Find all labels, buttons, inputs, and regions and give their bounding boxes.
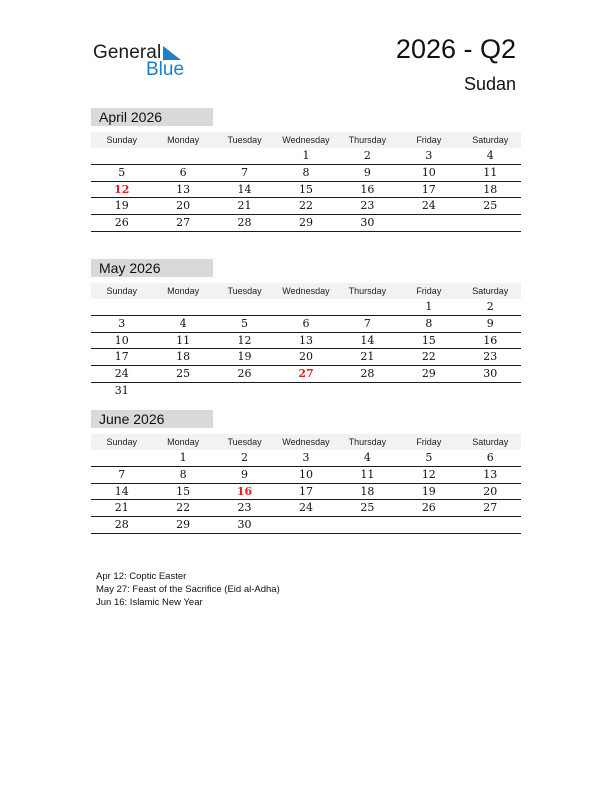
empty-day-cell bbox=[398, 383, 459, 400]
logo-word-blue: Blue bbox=[146, 59, 185, 80]
day-cell: 26 bbox=[237, 367, 252, 381]
day-cell: 21 bbox=[237, 199, 252, 213]
day-cell: 29 bbox=[298, 216, 313, 230]
day-cell: 20 bbox=[176, 199, 191, 213]
weekday-header: Wednesday bbox=[282, 437, 330, 447]
weekday-header: Thursday bbox=[348, 135, 387, 145]
day-cell: 7 bbox=[241, 165, 249, 179]
day-cell: 15 bbox=[421, 333, 436, 347]
day-cell: 4 bbox=[486, 149, 494, 162]
weekday-header: Friday bbox=[416, 286, 442, 296]
weekday-header: Monday bbox=[167, 286, 200, 296]
day-cell: 17 bbox=[114, 350, 129, 364]
week-row bbox=[91, 333, 521, 350]
day-cell: 4 bbox=[363, 451, 371, 464]
day-cell: 30 bbox=[237, 518, 252, 532]
day-cell: 22 bbox=[176, 501, 191, 515]
day-cell: 28 bbox=[114, 518, 129, 532]
day-cell: 1 bbox=[179, 451, 187, 464]
day-cell: 2 bbox=[241, 451, 249, 464]
week-row bbox=[91, 366, 521, 383]
day-cell: 8 bbox=[302, 165, 310, 179]
week-row bbox=[91, 148, 521, 165]
day-cell: 25 bbox=[360, 501, 375, 515]
day-cell: 16 bbox=[483, 333, 498, 347]
weekday-header: Saturday bbox=[472, 135, 509, 145]
logo bbox=[93, 42, 185, 80]
country-name: Sudan bbox=[463, 74, 516, 94]
weekday-header: Wednesday bbox=[282, 286, 330, 296]
day-cell: 19 bbox=[237, 350, 252, 364]
day-cell: 23 bbox=[360, 199, 375, 213]
empty-day-cell bbox=[460, 215, 521, 231]
day-cell: 12 bbox=[114, 182, 130, 196]
day-cell: 27 bbox=[298, 367, 314, 381]
day-cell: 22 bbox=[421, 350, 436, 364]
day-cell: 5 bbox=[425, 451, 433, 464]
empty-day-cell bbox=[398, 517, 459, 533]
day-cell: 21 bbox=[360, 350, 375, 364]
weekday-header: Monday bbox=[167, 135, 200, 145]
day-cell: 22 bbox=[298, 199, 313, 213]
day-cell: 27 bbox=[483, 501, 498, 515]
day-cell: 3 bbox=[118, 316, 126, 330]
day-cell: 15 bbox=[298, 182, 313, 196]
empty-day-cell bbox=[275, 299, 336, 315]
day-cell: 6 bbox=[486, 451, 494, 464]
week-row bbox=[91, 299, 521, 316]
weekday-header: Saturday bbox=[472, 437, 509, 447]
weekday-header: Tuesday bbox=[227, 437, 262, 447]
week-row bbox=[91, 182, 521, 199]
empty-day-cell bbox=[214, 299, 275, 315]
weekday-header: Monday bbox=[167, 437, 200, 447]
empty-day-cell bbox=[460, 517, 521, 533]
day-cell: 11 bbox=[176, 333, 191, 347]
empty-day-cell bbox=[152, 148, 213, 164]
page-title: 2026 - Q2 bbox=[395, 34, 516, 64]
day-cell: 26 bbox=[114, 216, 129, 230]
weekday-header: Saturday bbox=[472, 286, 509, 296]
empty-day-cell bbox=[152, 299, 213, 315]
day-cell: 6 bbox=[302, 316, 310, 330]
empty-day-cell bbox=[214, 148, 275, 164]
day-cell: 2 bbox=[363, 149, 371, 162]
week-row bbox=[91, 500, 521, 517]
day-cell: 19 bbox=[421, 484, 436, 498]
day-cell: 20 bbox=[298, 350, 313, 364]
day-cell: 27 bbox=[176, 216, 191, 230]
weekday-header: Tuesday bbox=[227, 286, 262, 296]
day-cell: 16 bbox=[360, 182, 375, 196]
day-cell: 15 bbox=[176, 484, 191, 498]
empty-day-cell bbox=[214, 383, 275, 400]
holiday-note: Apr 12: Coptic Easter bbox=[96, 571, 187, 582]
week-row bbox=[91, 467, 521, 484]
day-cell: 17 bbox=[421, 182, 436, 196]
day-cell: 24 bbox=[421, 199, 436, 213]
day-cell: 10 bbox=[298, 467, 313, 481]
weekday-header: Sunday bbox=[106, 286, 137, 296]
day-cell: 9 bbox=[486, 316, 494, 330]
day-cell: 13 bbox=[298, 333, 313, 347]
holiday-note: Jun 16: Islamic New Year bbox=[96, 597, 203, 608]
empty-day-cell bbox=[91, 148, 152, 164]
weekday-header-row bbox=[91, 283, 521, 299]
weekday-header-row bbox=[91, 132, 521, 148]
weekday-header: Sunday bbox=[106, 437, 137, 447]
day-cell: 1 bbox=[425, 300, 433, 313]
weekday-header: Thursday bbox=[348, 286, 387, 296]
logo-word-general: General bbox=[93, 42, 162, 63]
day-cell: 21 bbox=[114, 501, 129, 515]
day-cell: 18 bbox=[360, 484, 375, 498]
day-cell: 8 bbox=[179, 467, 187, 481]
week-row bbox=[91, 517, 521, 534]
day-cell: 30 bbox=[360, 216, 375, 230]
day-cell: 29 bbox=[176, 518, 191, 532]
weekday-header: Tuesday bbox=[227, 135, 262, 145]
day-cell: 12 bbox=[421, 467, 436, 481]
day-cell: 3 bbox=[425, 149, 433, 162]
month-may bbox=[91, 259, 521, 400]
empty-day-cell bbox=[91, 450, 152, 466]
empty-day-cell bbox=[460, 383, 521, 400]
day-cell: 16 bbox=[236, 484, 253, 498]
day-cell: 4 bbox=[179, 316, 187, 330]
day-cell: 23 bbox=[483, 350, 498, 364]
day-cell: 19 bbox=[114, 199, 129, 213]
week-row bbox=[91, 198, 521, 215]
day-cell: 20 bbox=[483, 484, 498, 498]
weekday-header-row bbox=[91, 434, 521, 450]
weekday-header: Friday bbox=[416, 437, 442, 447]
empty-day-cell bbox=[337, 383, 398, 400]
week-row bbox=[91, 165, 521, 182]
day-cell: 5 bbox=[241, 316, 249, 330]
month-label: May 2026 bbox=[91, 259, 213, 277]
empty-day-cell bbox=[337, 517, 398, 533]
month-label: April 2026 bbox=[91, 108, 213, 126]
week-row bbox=[91, 383, 521, 400]
empty-day-cell bbox=[398, 215, 459, 231]
day-cell: 2 bbox=[486, 300, 494, 313]
day-cell: 14 bbox=[237, 182, 252, 196]
day-cell: 11 bbox=[483, 165, 498, 179]
weekday-header: Friday bbox=[416, 135, 442, 145]
day-cell: 5 bbox=[118, 165, 126, 179]
empty-day-cell bbox=[275, 517, 336, 533]
week-row bbox=[91, 450, 521, 467]
weekday-header: Thursday bbox=[348, 437, 387, 447]
day-cell: 7 bbox=[363, 316, 371, 330]
month-april bbox=[91, 108, 521, 232]
day-cell: 28 bbox=[360, 367, 375, 381]
day-cell: 14 bbox=[114, 484, 129, 498]
empty-day-cell bbox=[337, 299, 398, 315]
week-row bbox=[91, 349, 521, 366]
day-cell: 11 bbox=[360, 467, 375, 481]
day-cell: 13 bbox=[176, 182, 191, 196]
week-row bbox=[91, 316, 521, 333]
day-cell: 10 bbox=[114, 333, 129, 347]
day-cell: 30 bbox=[483, 367, 498, 381]
day-cell: 24 bbox=[114, 367, 129, 381]
day-cell: 8 bbox=[425, 316, 433, 330]
day-cell: 13 bbox=[483, 467, 498, 481]
week-row bbox=[91, 484, 521, 501]
day-cell: 6 bbox=[179, 165, 187, 179]
day-cell: 31 bbox=[114, 383, 129, 397]
holiday-note: May 27: Feast of the Sacrifice (Eid al-Adha) bbox=[96, 584, 280, 595]
day-cell: 14 bbox=[360, 333, 375, 347]
day-cell: 28 bbox=[237, 216, 252, 230]
week-row bbox=[91, 215, 521, 232]
day-cell: 23 bbox=[237, 501, 252, 515]
weekday-header: Wednesday bbox=[282, 135, 330, 145]
day-cell: 25 bbox=[176, 367, 191, 381]
day-cell: 10 bbox=[421, 165, 436, 179]
day-cell: 9 bbox=[241, 467, 249, 481]
empty-day-cell bbox=[152, 383, 213, 400]
weekday-header: Sunday bbox=[106, 135, 137, 145]
day-cell: 18 bbox=[483, 182, 498, 196]
day-cell: 29 bbox=[421, 367, 436, 381]
day-cell: 12 bbox=[237, 333, 252, 347]
month-june bbox=[91, 410, 521, 534]
day-cell: 17 bbox=[298, 484, 313, 498]
day-cell: 18 bbox=[176, 350, 191, 364]
holiday-notes bbox=[96, 570, 280, 609]
day-cell: 1 bbox=[302, 149, 310, 162]
day-cell: 25 bbox=[483, 199, 498, 213]
day-cell: 24 bbox=[298, 501, 313, 515]
day-cell: 7 bbox=[118, 467, 126, 481]
month-label: June 2026 bbox=[91, 410, 213, 428]
empty-day-cell bbox=[275, 383, 336, 400]
day-cell: 3 bbox=[302, 451, 310, 464]
empty-day-cell bbox=[91, 299, 152, 315]
day-cell: 9 bbox=[363, 165, 371, 179]
day-cell: 26 bbox=[421, 501, 436, 515]
